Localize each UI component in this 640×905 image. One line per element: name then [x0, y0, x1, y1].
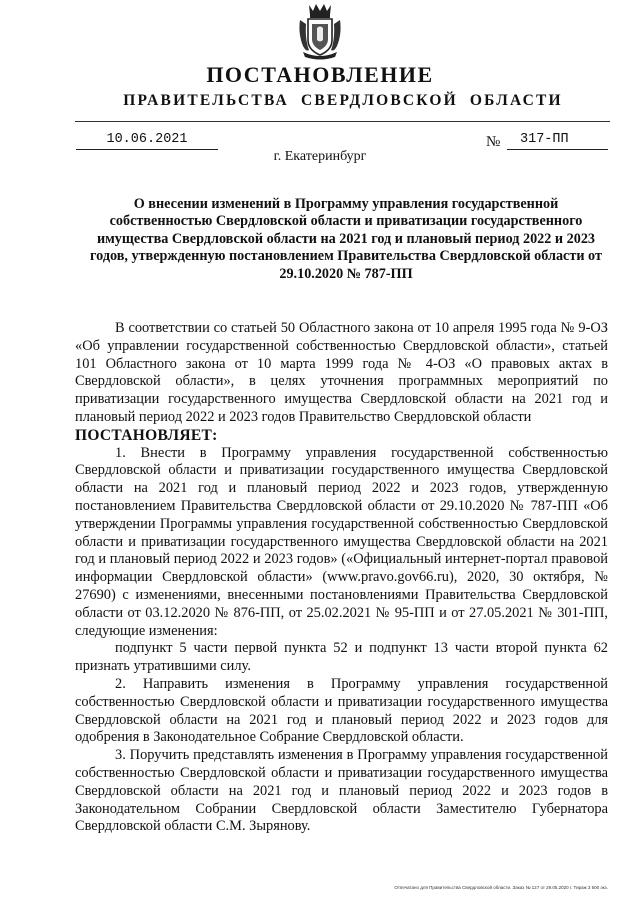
header-divider	[75, 121, 610, 122]
preamble-paragraph: В соответствии со статьей 50 Областного закона от 10 апреля 1995 года № 9-ОЗ «Об управлении государственной собственностью Свердловской области», статьей 101 Областного закона от 10 марта 1999 года № 4-ОЗ «О правовых актах в Свердловской области», в целях уточнения программных мероприятий по приватизации государственного имущества Свердловской области на 2021 год и плановый период 2022 и 2023 годов Правительство Свердловской области	[75, 320, 608, 425]
document-date: 10.06.2021	[76, 132, 218, 150]
item-2-paragraph: 2. Направить изменения в Программу управления государственной собственностью Свердловской области и приватизации государственного имущества Свердловской области на 2021 год и плановый период 2022 и 2023 годов для одобрения в Законодательное Собрание Свердловской области.	[75, 675, 608, 746]
item-1-paragraph: 1. Внести в Программу управления государственной собственностью Свердловской области и приватизации государственного имущества Свердловской области на 2021 год и плановый период 2022 и 2023 годов, утвержденную постановлением Правительства Свердловской области от 29.10.2020 № 787-ПП «Об утверждении Программы управления государственной собственностью Свердловской области и приватизации государственного имущества Свердловской области на 2021 год и плановый период 2022 и 2023 годов» («Официальный интернет-портал правовой информации Свердловской области» (www.pravo.gov66.ru), 2020, 30 октября, № 27690) с изменениями, внесенными постановлениями Правительства Свердловской области от 03.12.2020 № 876-ПП, от 25.02.2021 № 95-ПП и от 27.05.2021 № 301-ПП, следующие изменения:	[75, 444, 608, 639]
document-number: 317-ПП	[507, 132, 608, 150]
item-3-paragraph: 3. Поручить представлять изменения в Программу управления государственной собственностью Свердловской области и приватизации государственного имущества Свердловской области на 2021 год и плановый период 2022 и 2023 годов в Законодательном Собрании Свердловской области Заместителю Губернатора Свердловской области С.М. Зырянову.	[75, 747, 608, 835]
document-title: ПОСТАНОВЛЕНИЕ	[206, 62, 434, 87]
coat-of-arms-icon	[297, 2, 343, 60]
document-issuer: ПРАВИТЕЛЬСТВА СВЕРДЛОВСКОЙ ОБЛАСТИ	[123, 92, 563, 109]
document-heading: О внесении изменений в Программу управления государственной собственностью Свердловской области и приватизации государственного имущества Свердловской области на 2021 год и плановый период 2022 и 2023 годов, утвержденную постановлением Правительства Свердловской области от 29.10.2020 № 787-ПП	[90, 196, 602, 282]
print-footer: Отпечатано для Правительства Свердловской области. Заказ № 127 от 29.05.2020 г. Тираж 3 500 экз.	[394, 885, 608, 890]
number-sign: №	[486, 134, 501, 150]
resolves-heading: ПОСТАНОВЛЯЕТ:	[75, 426, 218, 444]
document-body	[75, 320, 608, 836]
document-city: г. Екатеринбург	[273, 149, 367, 164]
item-1-subparagraph: подпункт 5 части первой пункта 52 и подпункт 13 части второй пункта 62 признать утратившими силу.	[75, 640, 608, 675]
